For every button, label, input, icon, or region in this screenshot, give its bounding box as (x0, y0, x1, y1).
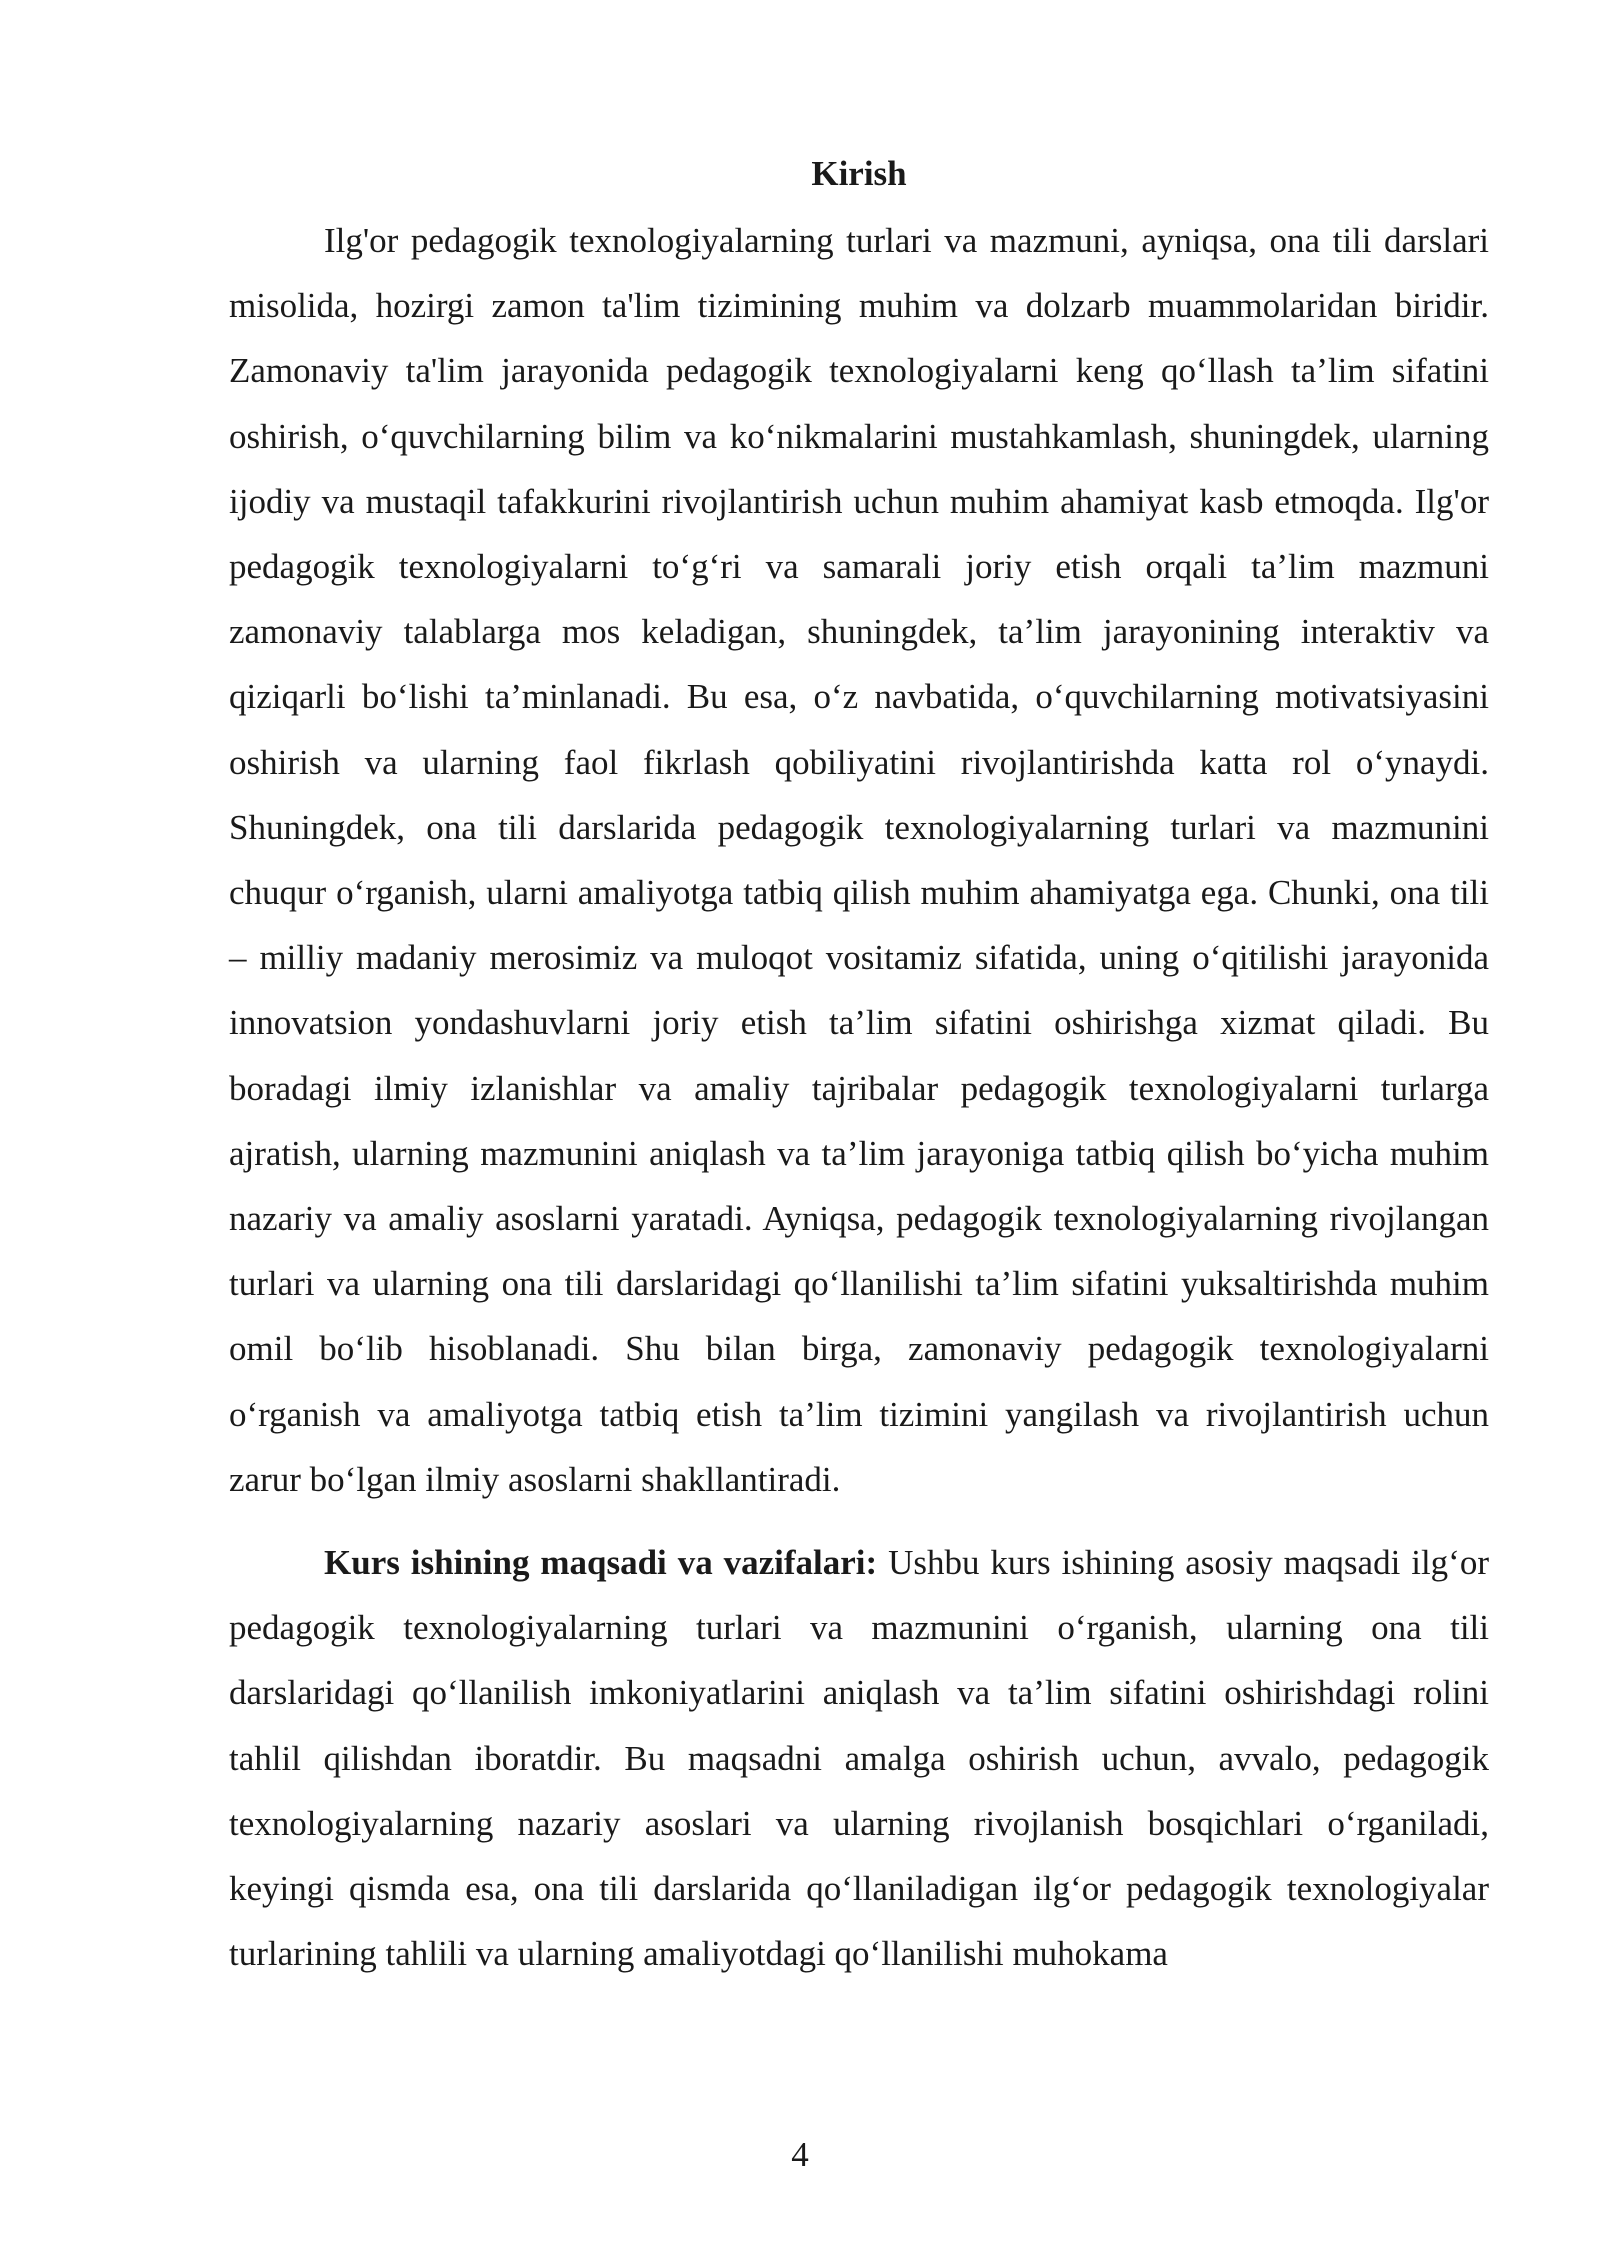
intro-paragraph: Ilg'or pedagogik texnologiyalarning turlari va mazmuni, ayniqsa, ona tili darslari misolida, hozirgi zamon ta'lim tizimining muhim va dolzarb muammolaridan biridir. Zamonaviy ta'lim jarayonida pedagogik texnologiyalarni keng qo‘llash ta’lim sifatini oshirish, o‘quvchilarning bilim va ko‘nikmalarini mustahkamlash, shuningdek, ularning ijodiy va mustaqil tafakkurini rivojlantirish uchun muhim ahamiyat kasb etmoqda. Ilg'or pedagogik texnologiyalarni to‘g‘ri va samarali joriy etish orqali ta’lim mazmuni zamonaviy talablarga mos keladigan, shuningdek, ta’lim jarayonining interaktiv va qiziqarli bo‘lishi ta’minlanadi. Bu esa, o‘z navbatida, o‘quvchilarning motivatsiyasini oshirish va ularning faol fikrlash qobiliyatini rivojlantirishda katta rol o‘ynaydi. Shuningdek, ona tili darslarida pedagogik texnologiyalarning turlari va mazmunini chuqur o‘rganish, ularni amaliyotga tatbiq qilish muhim ahamiyatga ega. Chunki, ona tili – milliy madaniy merosimiz va muloqot vositamiz sifatida, uning o‘qitilishi jarayonida innovatsion yondashuvlarni joriy etish ta’lim sifatini oshirishga xizmat qiladi. Bu boradagi ilmiy izlanishlar va amaliy tajribalar pedagogik texnologiyalarni turlarga ajratish, ularning mazmunini aniqlash va ta’lim jarayoniga tatbiq qilish bo‘yicha muhim nazariy va amaliy asoslarni yaratadi. Ayniqsa, pedagogik texnologiyalarning rivojlangan turlari va ularning ona tili darslaridagi qo‘llanilishi ta’lim sifatini yuksaltirishda muhim omil bo‘lib hisoblanadi. Shu bilan birga, zamonaviy pedagogik texnologiyalarni o‘rganish va amaliyotga tatbiq etish ta’lim tizimini yangilash va rivojlantirish uchun zarur bo‘lgan ilmiy asoslarni shakllantiradi. (229, 221, 1489, 1499)
goals-paragraph (229, 1530, 1489, 1986)
page-content (229, 146, 1489, 1986)
goals-lead-text: Kurs ishining maqsadi va vazifalari: (324, 1543, 878, 1583)
goals-body-text: Ushbu kurs ishining asosiy maqsadi ilg‘or pedagogik texnologiyalarning turlari va mazmunini o‘rganish, ularning ona tili darslaridagi qo‘llanilish imkoniyatlarini aniqlash va ta’lim sifatini oshirishdagi rolini tahlil qilishdan iboratdir. Bu maqsadni amalga oshirish uchun, avvalo, pedagogik texnologiyalarning nazariy asoslari va ularning rivojlanish bosqichlari o‘rganiladi, keyingi qismda esa, ona tili darslarida qo‘llaniladigan ilg‘or pedagogik texnologiyalar turlarining tahlili va ularning amaliyotdagi qo‘llanilishi muhokama (229, 1543, 1489, 1974)
section-heading: Kirish (811, 154, 907, 193)
page-number: 4 (791, 2135, 809, 2174)
